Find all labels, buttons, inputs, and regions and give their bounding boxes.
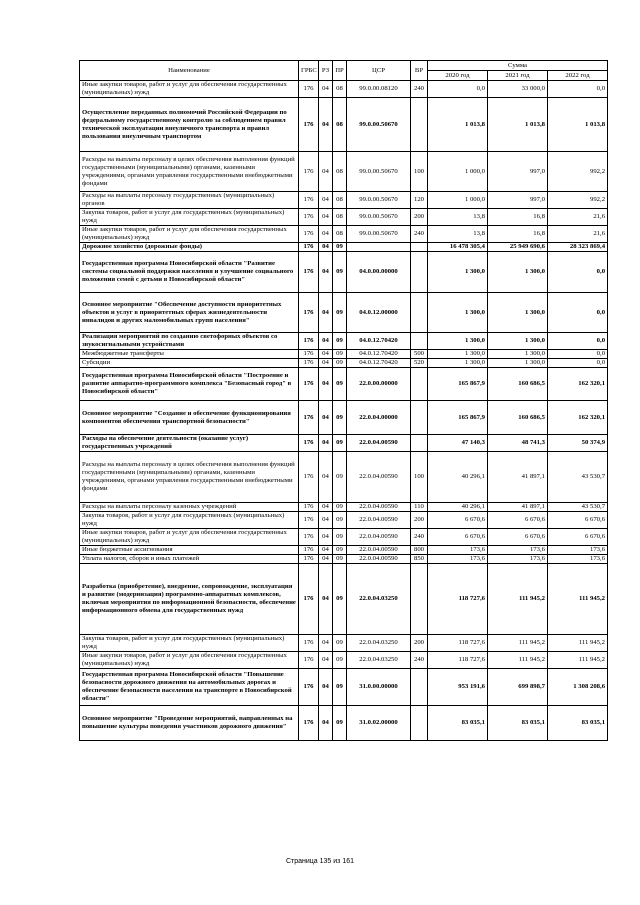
row-name: Расходы на выплаты персоналу казенных учреждений [80,503,299,512]
table-row [80,452,608,503]
row-vr: 200 [411,635,428,652]
table-row [80,546,608,555]
row-vr: 850 [411,555,428,564]
row-pr: 08 [333,152,347,192]
row-csr: 99.0.00.50670 [347,152,411,192]
row-value-2022: 162 320,1 [548,368,608,401]
row-value-2020: 1 300,0 [428,293,488,333]
row-pr: 09 [333,333,347,350]
row-value-2022: 83 035,1 [548,706,608,741]
page-number: Страница 135 из 161 [285,858,355,865]
row-value-2020: 1 013,8 [428,98,488,152]
row-value-2021: 6 670,6 [488,529,548,546]
row-rz: 04 [319,226,333,243]
row-value-2020: 40 296,1 [428,452,488,503]
row-grbs: 176 [299,152,319,192]
row-value-2022: 0,0 [548,252,608,293]
row-value-2020: 0,0 [428,81,488,98]
row-vr: 240 [411,81,428,98]
row-rz: 04 [319,669,333,706]
row-value-2021: 997,0 [488,192,548,209]
row-vr [411,98,428,152]
row-csr: 99.0.00.50670 [347,209,411,226]
row-rz: 04 [319,503,333,512]
row-name: Государственная программа Новосибирской области "Развитие системы социальной поддержки населения и улучшение социального положения семей с детьми в Новосибирской области" [80,252,299,293]
row-rz: 04 [319,401,333,435]
row-grbs: 176 [299,503,319,512]
row-value-2022: 111 945,2 [548,635,608,652]
row-vr [411,401,428,435]
row-value-2021: 25 949 690,6 [488,243,548,252]
row-name: Субсидии [80,359,299,368]
row-value-2020: 13,8 [428,226,488,243]
row-csr: 99.0.00.08120 [347,81,411,98]
row-vr: 240 [411,529,428,546]
row-csr: 22.0.04.00590 [347,512,411,529]
row-pr: 09 [333,546,347,555]
row-value-2022: 1 013,8 [548,98,608,152]
row-vr: 100 [411,152,428,192]
table-row [80,435,608,452]
table-row [80,529,608,546]
row-rz: 04 [319,564,333,635]
row-rz: 04 [319,252,333,293]
row-value-2021: 1 300,0 [488,293,548,333]
row-value-2020: 16 478 305,4 [428,243,488,252]
row-rz: 04 [319,359,333,368]
row-rz: 04 [319,368,333,401]
row-csr: 22.0.04.03250 [347,564,411,635]
row-name: Государственная программа Новосибирской области "Повышение безопасности дорожного движения на автомобильных дорогах и обеспечение безопасности населения на транспорте в Новосибирской области" [80,669,299,706]
row-value-2022: 6 670,6 [548,529,608,546]
row-value-2022: 28 323 869,4 [548,243,608,252]
row-value-2020: 6 670,6 [428,529,488,546]
row-pr: 09 [333,243,347,252]
row-name: Иные закупки товаров, работ и услуг для обеспечения государственных (муниципальных) нужд [80,652,299,669]
row-grbs: 176 [299,652,319,669]
table-row [80,368,608,401]
table-row [80,503,608,512]
row-value-2020: 83 035,1 [428,706,488,741]
row-grbs: 176 [299,555,319,564]
row-vr: 800 [411,546,428,555]
row-value-2021: 699 898,7 [488,669,548,706]
row-rz: 04 [319,652,333,669]
row-name: Основное мероприятие "Проведение мероприятий, направленных на повышение культуры поведения участников дорожного движения" [80,706,299,741]
row-grbs: 176 [299,243,319,252]
table-row [80,359,608,368]
row-vr: 240 [411,652,428,669]
row-name: Уплата налогов, сборов и иных платежей [80,555,299,564]
row-csr: 22.0.04.00590 [347,529,411,546]
table-row [80,706,608,741]
row-value-2022: 43 530,7 [548,503,608,512]
row-pr: 09 [333,555,347,564]
row-pr: 09 [333,529,347,546]
row-csr: 99.0.00.50670 [347,226,411,243]
row-value-2022: 992,2 [548,152,608,192]
row-pr: 09 [333,452,347,503]
row-pr: 09 [333,368,347,401]
table-row [80,635,608,652]
table-row [80,401,608,435]
row-grbs: 176 [299,529,319,546]
row-grbs: 176 [299,81,319,98]
row-rz: 04 [319,435,333,452]
row-csr: 31.0.02.00000 [347,706,411,741]
row-rz: 04 [319,706,333,741]
header-year-2020: 2020 год [428,71,488,81]
table-body [80,81,608,741]
table-row [80,226,608,243]
row-vr: 520 [411,359,428,368]
table-row [80,192,608,209]
row-value-2022: 111 945,2 [548,564,608,635]
row-pr: 08 [333,209,347,226]
row-vr: 500 [411,350,428,359]
row-pr: 09 [333,635,347,652]
row-pr: 09 [333,652,347,669]
row-pr: 09 [333,503,347,512]
budget-table [79,60,608,741]
row-vr: 110 [411,503,428,512]
row-value-2021: 16,8 [488,226,548,243]
table-row [80,152,608,192]
row-vr [411,368,428,401]
row-value-2021: 173,6 [488,546,548,555]
row-grbs: 176 [299,359,319,368]
row-value-2022: 992,2 [548,192,608,209]
row-value-2021: 111 945,2 [488,635,548,652]
row-value-2022: 21,6 [548,226,608,243]
row-value-2021: 111 945,2 [488,652,548,669]
table-row [80,293,608,333]
row-csr: 04.0.00.00000 [347,252,411,293]
row-value-2022: 1 308 208,6 [548,669,608,706]
row-rz: 04 [319,333,333,350]
row-grbs: 176 [299,435,319,452]
row-value-2022: 50 374,9 [548,435,608,452]
row-pr: 09 [333,706,347,741]
row-name: Расходы на выплаты персоналу государственных (муниципальных) органов [80,192,299,209]
table-row [80,252,608,293]
row-value-2020: 1 300,0 [428,359,488,368]
row-vr [411,564,428,635]
row-grbs: 176 [299,293,319,333]
row-rz: 04 [319,546,333,555]
row-name: Реализация мероприятий по созданию светофорных объектов со звукосигнальными устройствами [80,333,299,350]
row-rz: 04 [319,192,333,209]
row-pr: 08 [333,81,347,98]
row-vr: 240 [411,226,428,243]
row-value-2020: 1 300,0 [428,350,488,359]
table-row [80,564,608,635]
row-value-2020: 1 300,0 [428,252,488,293]
table-header [80,61,608,81]
row-csr: 22.0.04.03250 [347,652,411,669]
row-grbs: 176 [299,192,319,209]
row-grbs: 176 [299,226,319,243]
row-csr: 22.0.04.00000 [347,401,411,435]
row-name: Основное мероприятие "Обеспечение доступности приоритетных объектов и услуг в приоритетных сферах жизнедеятельности инвалидов и других маломобильных групп населения" [80,293,299,333]
row-csr: 22.0.04.00590 [347,452,411,503]
row-value-2022: 173,6 [548,546,608,555]
row-rz: 04 [319,452,333,503]
row-pr: 09 [333,350,347,359]
row-pr: 09 [333,512,347,529]
row-rz: 04 [319,555,333,564]
row-csr: 22.0.04.00590 [347,503,411,512]
row-name: Расходы на обеспечение деятельности (оказание услуг) государственных учреждений [80,435,299,452]
row-grbs: 176 [299,635,319,652]
row-rz: 04 [319,529,333,546]
row-name: Дорожное хозяйство (дорожные фонды) [80,243,299,252]
row-csr: 31.0.00.00000 [347,669,411,706]
row-name: Иные закупки товаров, работ и услуг для обеспечения государственных (муниципальных) нужд [80,81,299,98]
row-pr: 09 [333,293,347,333]
row-grbs: 176 [299,546,319,555]
row-vr [411,243,428,252]
row-name: Иные закупки товаров, работ и услуг для обеспечения государственных (муниципальных) нужд [80,226,299,243]
row-value-2022: 6 670,6 [548,512,608,529]
row-value-2020: 1 000,0 [428,192,488,209]
row-vr [411,252,428,293]
row-value-2021: 1 300,0 [488,252,548,293]
header-pr: ПР [333,61,347,81]
row-rz: 04 [319,81,333,98]
row-grbs: 176 [299,564,319,635]
row-vr [411,706,428,741]
row-value-2021: 173,6 [488,555,548,564]
row-pr: 09 [333,435,347,452]
table-row [80,512,608,529]
row-vr [411,333,428,350]
row-value-2021: 1 300,0 [488,350,548,359]
row-value-2020: 118 727,6 [428,635,488,652]
header-grbs: ГРБС [299,61,319,81]
row-csr: 99.0.00.50670 [347,98,411,152]
row-grbs: 176 [299,401,319,435]
row-value-2021: 111 945,2 [488,564,548,635]
row-grbs: 176 [299,350,319,359]
table-row [80,243,608,252]
row-grbs: 176 [299,452,319,503]
row-value-2022: 0,0 [548,293,608,333]
row-name: Основное мероприятие "Создание и обеспечение функционирования компонентов обеспечения транспортной безопасности" [80,401,299,435]
row-vr: 200 [411,512,428,529]
row-grbs: 176 [299,98,319,152]
row-value-2021: 997,0 [488,152,548,192]
row-value-2020: 165 867,9 [428,401,488,435]
row-pr: 09 [333,252,347,293]
row-value-2021: 1 013,8 [488,98,548,152]
row-value-2020: 118 727,6 [428,652,488,669]
row-vr: 200 [411,209,428,226]
table-row [80,555,608,564]
row-name: Закупка товаров, работ и услуг для государственных (муниципальных) нужд [80,635,299,652]
row-csr: 22.0.04.00590 [347,555,411,564]
row-rz: 04 [319,98,333,152]
row-value-2022: 0,0 [548,359,608,368]
row-value-2022: 43 530,7 [548,452,608,503]
header-rz: РЗ [319,61,333,81]
row-value-2021: 41 897,1 [488,503,548,512]
row-csr: 04.0.12.00000 [347,293,411,333]
row-grbs: 176 [299,512,319,529]
table-row [80,98,608,152]
row-value-2020: 118 727,6 [428,564,488,635]
row-value-2021: 16,8 [488,209,548,226]
row-csr [347,243,411,252]
row-vr [411,435,428,452]
row-csr: 22.0.00.00000 [347,368,411,401]
row-name: Закупка товаров, работ и услуг для государственных (муниципальных) нужд [80,512,299,529]
row-csr: 22.0.04.00590 [347,435,411,452]
row-pr: 08 [333,226,347,243]
row-rz: 04 [319,512,333,529]
row-rz: 04 [319,209,333,226]
header-vr: ВР [411,61,428,81]
header-csr: ЦСР [347,61,411,81]
row-value-2020: 40 296,1 [428,503,488,512]
row-value-2022: 0,0 [548,333,608,350]
row-value-2022: 0,0 [548,81,608,98]
row-csr: 22.0.04.00590 [347,546,411,555]
row-value-2021: 41 897,1 [488,452,548,503]
row-name: Государственная программа Новосибирской области "Построение и развитие аппаратно-программного комплекса "Безопасный город" в Новосибирской области" [80,368,299,401]
row-grbs: 176 [299,368,319,401]
row-vr [411,669,428,706]
row-value-2021: 1 300,0 [488,333,548,350]
row-value-2021: 1 300,0 [488,359,548,368]
table-row [80,350,608,359]
table-row [80,81,608,98]
row-value-2022: 21,6 [548,209,608,226]
row-value-2020: 13,8 [428,209,488,226]
row-grbs: 176 [299,669,319,706]
row-value-2021: 160 686,5 [488,368,548,401]
row-value-2022: 162 320,1 [548,401,608,435]
row-value-2020: 1 000,0 [428,152,488,192]
table-row [80,652,608,669]
row-name: Иные закупки товаров, работ и услуг для обеспечения государственных (муниципальных) нужд [80,529,299,546]
row-pr: 09 [333,401,347,435]
row-value-2020: 173,6 [428,546,488,555]
row-name: Межбюджетные трансферты [80,350,299,359]
row-grbs: 176 [299,333,319,350]
row-value-2020: 6 670,6 [428,512,488,529]
row-value-2022: 111 945,2 [548,652,608,669]
row-pr: 08 [333,98,347,152]
row-value-2020: 173,6 [428,555,488,564]
row-name: Осуществление переданных полномочий Российской Федерации по федеральному государственному контролю за соблюдением правил технической эксплуатации внеуличного транспорта и правил пользования внеуличным транспортом [80,98,299,152]
row-rz: 04 [319,350,333,359]
row-rz: 04 [319,152,333,192]
row-csr: 04.0.12.70420 [347,350,411,359]
row-rz: 04 [319,243,333,252]
row-value-2020: 47 140,3 [428,435,488,452]
row-value-2021: 6 670,6 [488,512,548,529]
row-pr: 09 [333,669,347,706]
row-vr: 120 [411,192,428,209]
row-rz: 04 [319,635,333,652]
header-year-2022: 2022 год [548,71,608,81]
row-value-2021: 83 035,1 [488,706,548,741]
row-name: Иные бюджетные ассигнования [80,546,299,555]
header-sum: Сумма [428,61,608,71]
row-csr: 04.0.12.70420 [347,333,411,350]
row-grbs: 176 [299,706,319,741]
header-name: Наименование [80,61,299,81]
row-value-2020: 165 867,9 [428,368,488,401]
row-grbs: 176 [299,252,319,293]
row-pr: 08 [333,192,347,209]
row-vr: 100 [411,452,428,503]
row-vr [411,293,428,333]
row-value-2022: 0,0 [548,350,608,359]
row-value-2021: 160 686,5 [488,401,548,435]
row-value-2020: 953 191,6 [428,669,488,706]
row-value-2022: 173,6 [548,555,608,564]
row-csr: 04.0.12.70420 [347,359,411,368]
header-year-2021: 2021 год [488,71,548,81]
row-rz: 04 [319,293,333,333]
row-name: Закупка товаров, работ и услуг для государственных (муниципальных) нужд [80,209,299,226]
row-pr: 09 [333,359,347,368]
row-name: Расходы на выплаты персоналу в целях обеспечения выполнения функций государственными (муниципальными) органами, казенными учреждениями, органами управления государственными внебюджетными фондами [80,152,299,192]
row-csr: 22.0.04.03250 [347,635,411,652]
row-name: Разработка (приобретение), внедрение, сопровождение, эксплуатация и развитие (модернизация) программно-аппаратных комплексов, включая мероприятия по информационной безопасности, обеспечение информационного обмена для государственных нужд [80,564,299,635]
row-csr: 99.0.00.50670 [347,192,411,209]
row-grbs: 176 [299,209,319,226]
row-value-2021: 48 741,3 [488,435,548,452]
table-row [80,333,608,350]
row-name: Расходы на выплаты персоналу в целях обеспечения выполнения функций государственными (муниципальными) органами, казенными учреждениями, органами управления государственными внебюджетными фондами [80,452,299,503]
row-pr: 09 [333,564,347,635]
table-row [80,669,608,706]
row-value-2021: 33 000,0 [488,81,548,98]
row-value-2020: 1 300,0 [428,333,488,350]
table-row [80,209,608,226]
